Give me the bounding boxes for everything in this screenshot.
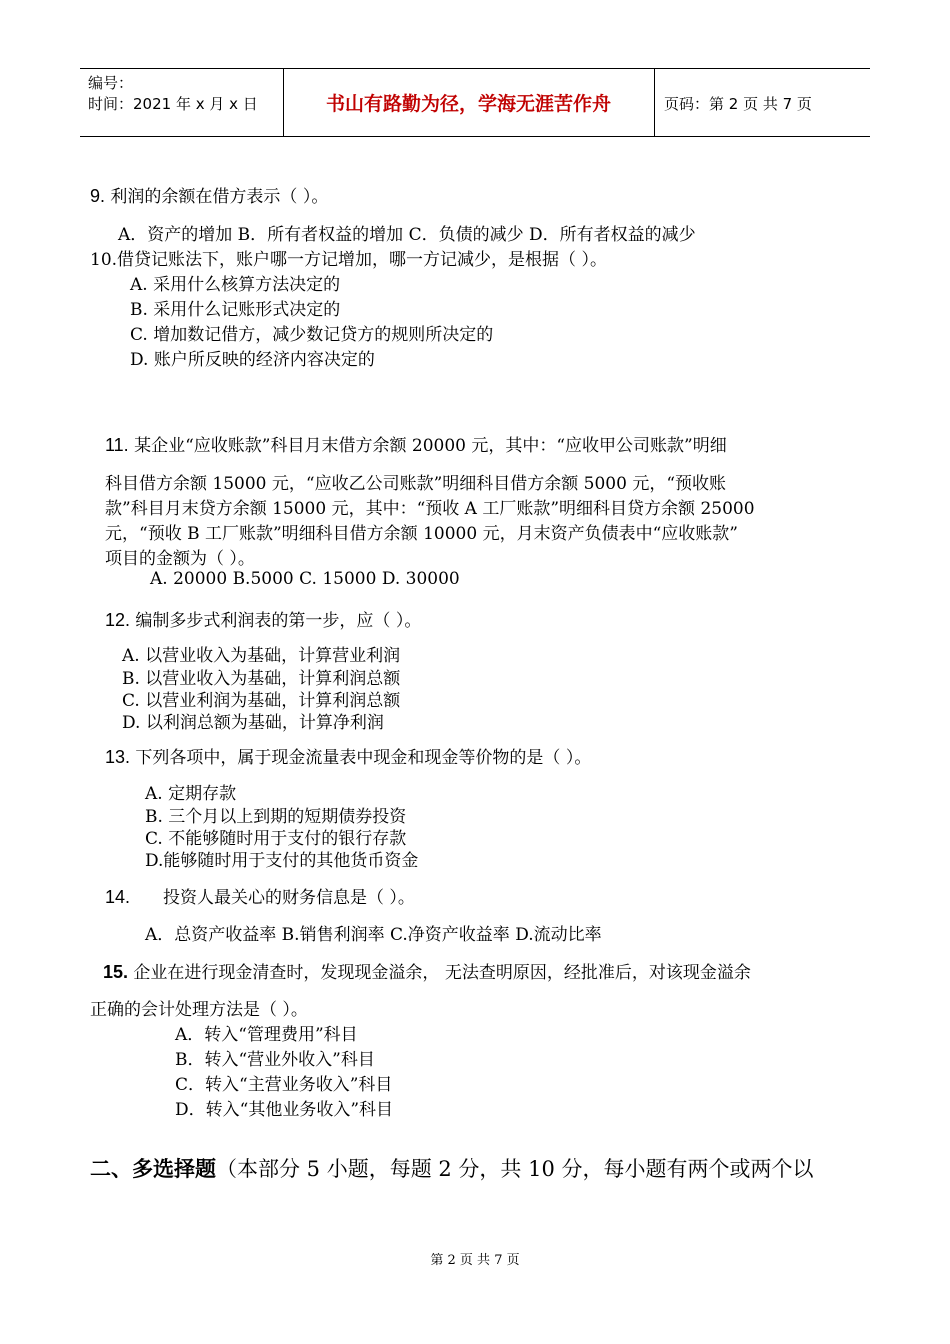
question-14 (105, 883, 415, 908)
question-13 (105, 743, 591, 768)
question-text: 某企业“应收账款”科目月末借方余额 20000 元，其中：“应收甲公司账款”明细 (128, 436, 727, 456)
question-10-option-b: B. 采用什么记账形式决定的 (130, 300, 341, 320)
question-text: 编制多步式利润表的第一步，应（ ）。 (130, 611, 422, 631)
section-title: 二、多选择题 (90, 1157, 216, 1181)
question-15-option-d: D．转入“其他业务收入”科目 (175, 1100, 394, 1120)
question-text: 下列各项中，属于现金流量表中现金和现金等价物的是（ ）。 (130, 748, 592, 768)
question-text: 投资人最关心的财务信息是（ ）。 (163, 888, 415, 908)
question-13-option-a: A. 定期存款 (145, 784, 237, 804)
question-number: 9. (90, 186, 106, 206)
question-13-option-d: D.能够随时用于支付的其他货币资金 (145, 851, 419, 871)
question-number: 12. (105, 610, 131, 630)
question-number: 14. (105, 887, 131, 907)
question-10-option-a: A. 采用什么核算方法决定的 (130, 275, 341, 295)
section-description: （本部分 5 小题，每题 2 分，共 10 分，每小题有两个或两个以 (216, 1157, 814, 1181)
question-9 (90, 182, 328, 207)
question-12-option-a: A. 以营业收入为基础，计算营业利润 (122, 646, 401, 666)
page-footer: 第 2 页 共 7 页 (430, 1253, 520, 1268)
question-13-option-c: C. 不能够随时用于支付的银行存款 (145, 829, 407, 849)
question-11-line: 项目的金额为（ ）。 (105, 549, 255, 569)
question-text: 利润的余额在借方表示（ ）。 (105, 187, 329, 207)
question-14-options: A．总资产收益率 B.销售利润率 C.净资产收益率 D.流动比率 (145, 925, 602, 945)
header-meta (88, 73, 258, 115)
question-12-option-b: B. 以营业收入为基础，计算利润总额 (122, 669, 401, 689)
question-number: 15. (103, 962, 129, 982)
question-10: 10.借贷记账法下，账户哪一方记增加，哪一方记减少，是根据（ ）。 (90, 250, 607, 270)
question-10-option-d: D. 账户所反映的经济内容决定的 (130, 350, 375, 370)
question-text: 企业在进行现金清查时，发现现金溢余， 无法查明原因，经批准后，对该现金溢余 (128, 963, 751, 983)
question-12-option-c: C. 以营业利润为基础，计算利润总额 (122, 691, 401, 711)
header-date: 时间：2021 年 x 月 x 日 (88, 95, 258, 113)
header-divider-right (654, 69, 655, 136)
question-number: 13. (105, 747, 131, 767)
question-9-options: A．资产的增加 B．所有者权益的增加 C．负债的减少 D．所有者权益的减少 (118, 225, 696, 245)
question-11-line: 款”科目月末贷方余额 15000 元，其中：“预收 A 工厂账款”明细科目贷方余额 25000 (105, 499, 755, 519)
question-11 (105, 431, 727, 456)
header-motto: 书山有路勤为径，学海无涯苦作舟 (325, 93, 611, 115)
question-13-option-b: B. 三个月以上到期的短期债券投资 (145, 807, 407, 827)
question-12 (105, 606, 421, 631)
section-2-heading (90, 1153, 814, 1183)
question-12-option-d: D. 以利润总额为基础，计算净利润 (122, 713, 384, 733)
page-header (80, 68, 870, 137)
question-11-line: 科目借方余额 15000 元，“应收乙公司账款”明细科目借方余额 5000 元，“预收账 (105, 474, 727, 494)
question-15-option-b: B．转入“营业外收入”科目 (175, 1050, 375, 1070)
header-page-info: 页码：第 2 页 共 7 页 (664, 95, 812, 113)
question-number: 11. (105, 435, 129, 455)
question-10-option-c: C. 增加数记借方，减少数记贷方的规则所决定的 (130, 325, 494, 345)
question-11-line: 元，“预收 B 工厂账款”明细科目借方余额 10000 元，月末资产负债表中“应收账款” (105, 524, 738, 544)
question-15-option-a: A．转入“管理费用”科目 (175, 1025, 358, 1045)
question-15-option-c: C．转入“主营业务收入”科目 (175, 1075, 393, 1095)
question-15 (103, 958, 751, 983)
header-number: 编号： (88, 74, 134, 92)
question-11-options: A. 20000 B.5000 C. 15000 D. 30000 (150, 569, 460, 589)
question-15-line: 正确的会计处理方法是（ ）。 (90, 1000, 308, 1020)
